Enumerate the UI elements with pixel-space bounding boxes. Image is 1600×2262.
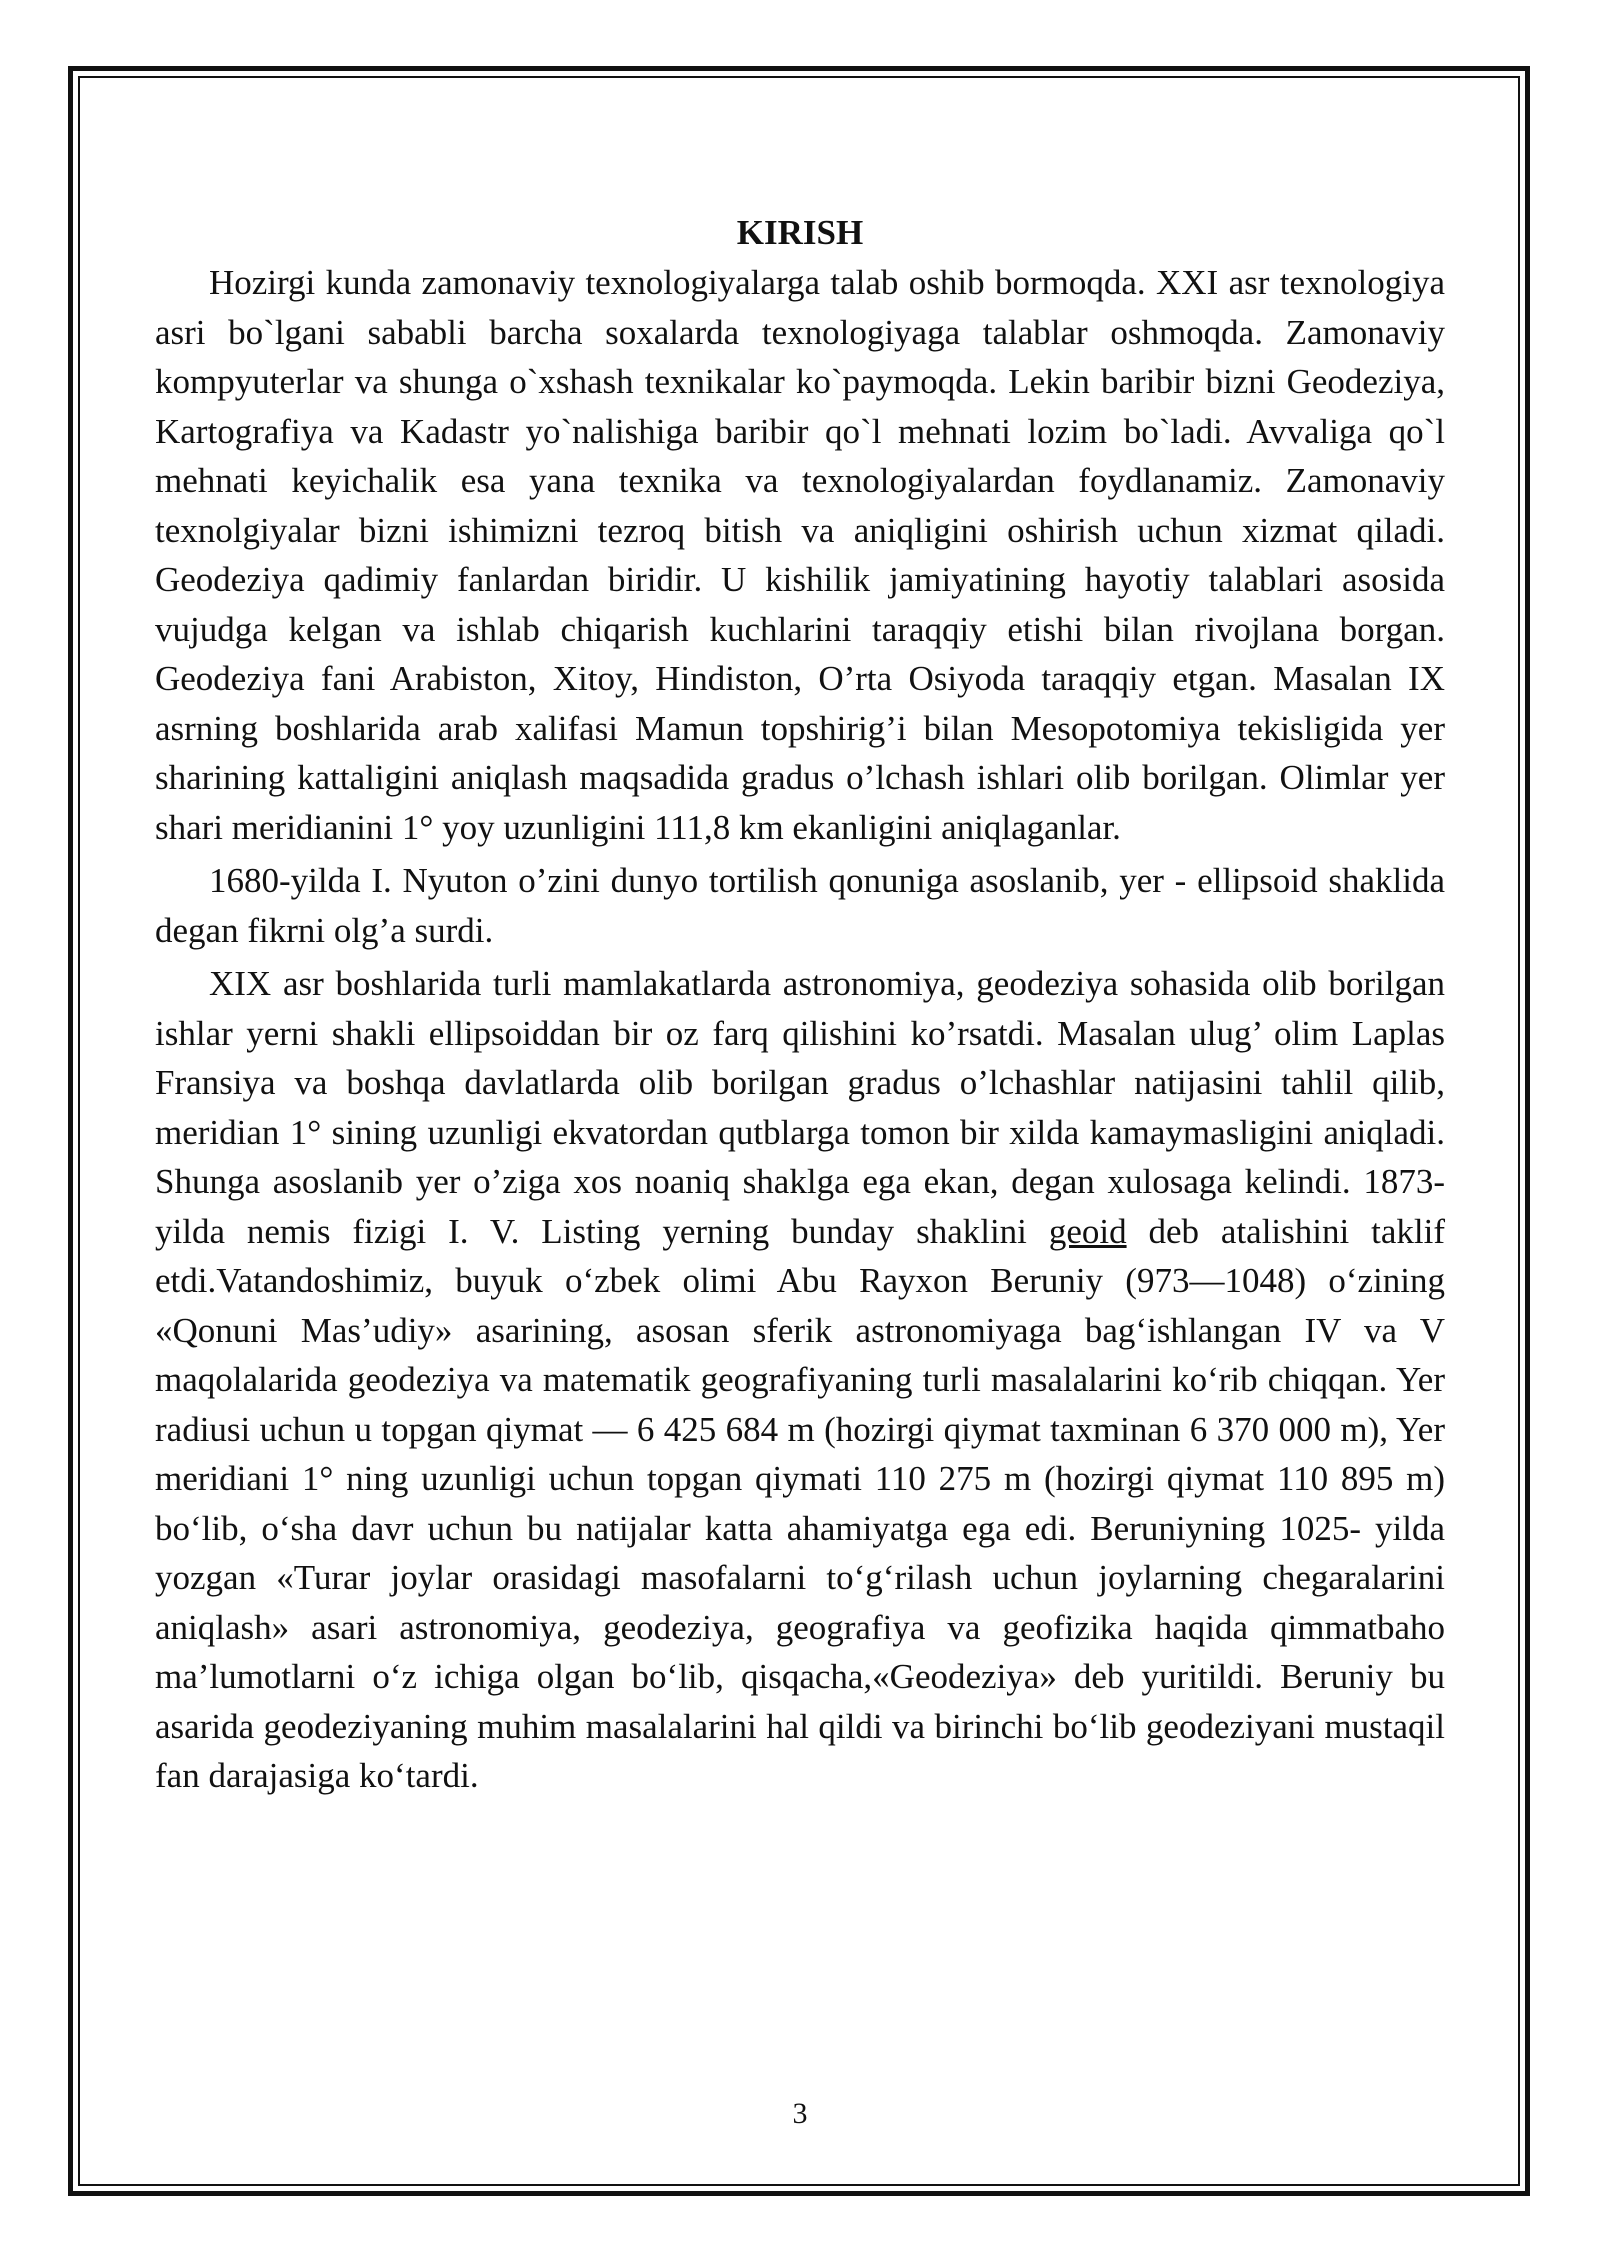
paragraph-3-text-after: deb atalishini taklif etdi.Vatandoshimiz, buyuk o‘zbek olimi Abu Rayxon Beruniy (973—1048) o‘zining «Qonuni Mas’udiy» asarining, asosan sferik astronomiyaga bag‘ishlangan IV va V maqolalarida geodeziya va matematik geografiyaning turli masalalarini ko‘rib chiqqan. Yer radiusi uchun u topgan qiymat — 6 425 684 m (hozirgi qiymat taxminan 6 370 000 m), Yer meridiani 1° ning uzunligi uchun topgan qiymati 110 275 m (hozirgi qiymat 110 895 m) bo‘lib, o‘sha davr uchun bu natijalar katta ahamiyatga ega edi. Beruniyning 1025- yilda yozgan «Turar joylar orasidagi masofalarni to‘g‘rilash uchun joylarning chegaralarini aniqlash» asari astronomiya, geodeziya, geografiya va geofizika haqida qimmatbaho ma’lumotlarni o‘z ichiga olgan bo‘lib, qisqacha,«Geodeziya» deb yuritildi. Beruniy bu asarida geodeziyaning muhim masalalarini hal qildi va birinchi bo‘lib geodeziyani mustaqil fan darajasiga ko‘tardi. [155, 1211, 1445, 1795]
paragraph-3 [155, 959, 1445, 1801]
page-title: KIRISH [736, 213, 864, 252]
paragraph-2: 1680-yilda I. Nyuton o’zini dunyo tortilish qonuniga asoslanib, yer - ellipsoid shaklida degan fikrni olg’a surdi. [155, 861, 1445, 950]
page-number: 3 [792, 2097, 808, 2130]
geoid-term: geoid [1048, 1211, 1127, 1251]
paragraph-1: Hozirgi kunda zamonaviy texnologiyalarga talab oshib bormoqda. XXI asr texnologiya asri bo`lgani sababli barcha soxalarda texnologiyaga talablar oshmoqda. Zamonaviy kompyuterlar va shunga o`xshash texnikalar ko`paymoqda. Lekin baribir bizni Geodeziya, Kartografiya va Kadastr yo`nalishiga baribir qo`l mehnati lozim bo`ladi. Avvaliga qo`l mehnati keyichalik esa yana texnika va texnologiyalardan foydlanamiz. Zamonaviy texnolgiyalar bizni ishimizni tezroq bitish va aniqligini oshirish uchun xizmat qiladi. Geodeziya qadimiy fanlardan biridir. U kishilik jamiyatining hayotiy talablari asosida vujudga kelgan va ishlab chiqarish kuchlarini taraqqiy etishi bilan rivojlana borgan. Geodeziya fani Arabiston, Xitoy, Hindiston, O’rta Osiyoda taraqqiy etgan. Masalan IX asrning boshlarida arab xalifasi Mamun topshirig’i bilan Mesopotomiya tekisligida yer sharining kattaligini aniqlash maqsadida gradus o’lchash ishlari olib borilgan. Olimlar yer shari meridianini 1° yoy uzunligini 111,8 km ekanligini aniqlaganlar. [155, 263, 1445, 847]
paragraph-3-text-before: XIX asr boshlarida turli mamlakatlarda astronomiya, geodeziya sohasida olib borilgan ishlar yerni shakli ellipsoiddan bir oz farq qilishini ko’rsatdi. Masalan ulug’ olim Laplas Fransiya va boshqa davlatlarda olib borilgan gradus o’lchashlar natijasini tahlil qilib, meridian 1° sining uzunligi ekvatordan qutblarga tomon bir xilda kamaymasligini aniqladi. Shunga asoslanib yer o’ziga xos noaniq shaklga ega ekan, degan xulosaga kelindi. 1873-yilda nemis fizigi I. V. Listing yerning bunday shaklini [155, 964, 1445, 1251]
document-body [155, 208, 1445, 1801]
